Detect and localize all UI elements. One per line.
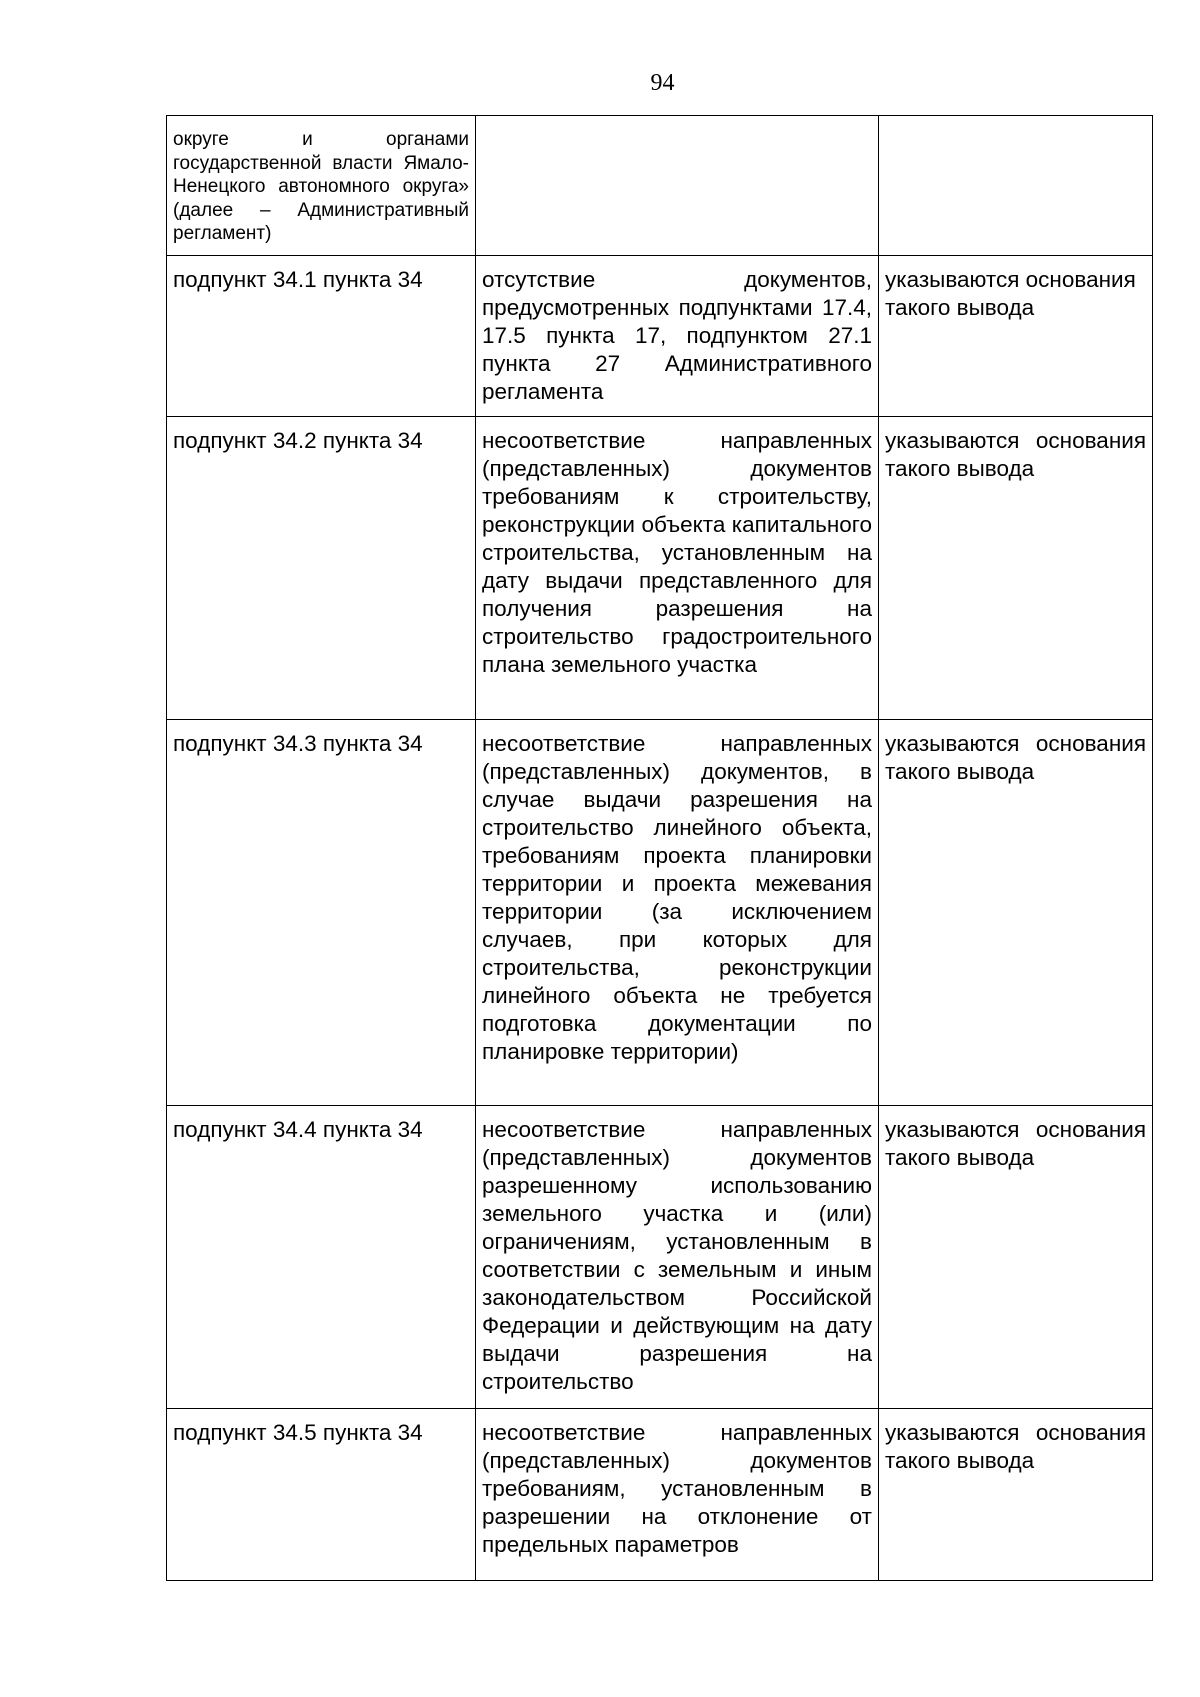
table-row	[167, 720, 1153, 1106]
table-cell-reason	[476, 116, 879, 256]
table-cell-explanation: указываются основания такого вывода	[879, 1409, 1153, 1581]
table-row	[167, 116, 1153, 256]
table-cell-explanation: указываются основания такого вывода	[879, 720, 1153, 1106]
table-cell-ground: округе и органами государственной власти Ямало-Ненецкого автономного округа» (далее – Административный регламент)	[167, 116, 476, 256]
table-cell-ground: подпункт 34.1 пункта 34	[167, 256, 476, 417]
page-number: 94	[650, 70, 675, 96]
table-cell-explanation: указываются основания такого вывода	[879, 1106, 1153, 1409]
table-cell-reason: несоответствие направленных (представленных) документов разрешенному использованию земельного участка и (или) ограничениям, установленным в соответствии с земельным и иным законодательством Российской Федерации и действующим на дату выдачи разрешения на строительство	[476, 1106, 879, 1409]
grounds-table	[166, 115, 1153, 1581]
table-row	[167, 417, 1153, 720]
table-cell-ground: подпункт 34.5 пункта 34	[167, 1409, 476, 1581]
table-cell-explanation: указываются основания такого вывода	[879, 417, 1153, 720]
table-row	[167, 1409, 1153, 1581]
table-row	[167, 1106, 1153, 1409]
table-cell-reason: отсутствие документов, предусмотренных подпунктами 17.4, 17.5 пункта 17, подпунктом 27.1 пункта 27 Административного регламента	[476, 256, 879, 417]
table-cell-ground: подпункт 34.4 пункта 34	[167, 1106, 476, 1409]
table-cell-ground: подпункт 34.2 пункта 34	[167, 417, 476, 720]
table-cell-reason: несоответствие направленных (представленных) документов требованиям, установленным в разрешении на отклонение от предельных параметров	[476, 1409, 879, 1581]
table-cell-explanation: указываются основания такого вывода	[879, 256, 1153, 417]
table-cell-reason: несоответствие направленных (представленных) документов требованиям к строительству, реконструкции объекта капитального строительства, установленным на дату выдачи представленного для получения разрешения на строительство градостроительного плана земельного участка	[476, 417, 879, 720]
table-cell-ground: подпункт 34.3 пункта 34	[167, 720, 476, 1106]
table-cell-explanation	[879, 116, 1153, 256]
table-cell-reason: несоответствие направленных (представленных) документов, в случае выдачи разрешения на строительство линейного объекта, требованиям проекта планировки территории и проекта межевания территории (за исключением случаев, при которых для строительства, реконструкции линейного объекта не требуется подготовка документации по планировке территории)	[476, 720, 879, 1106]
table-row	[167, 256, 1153, 417]
